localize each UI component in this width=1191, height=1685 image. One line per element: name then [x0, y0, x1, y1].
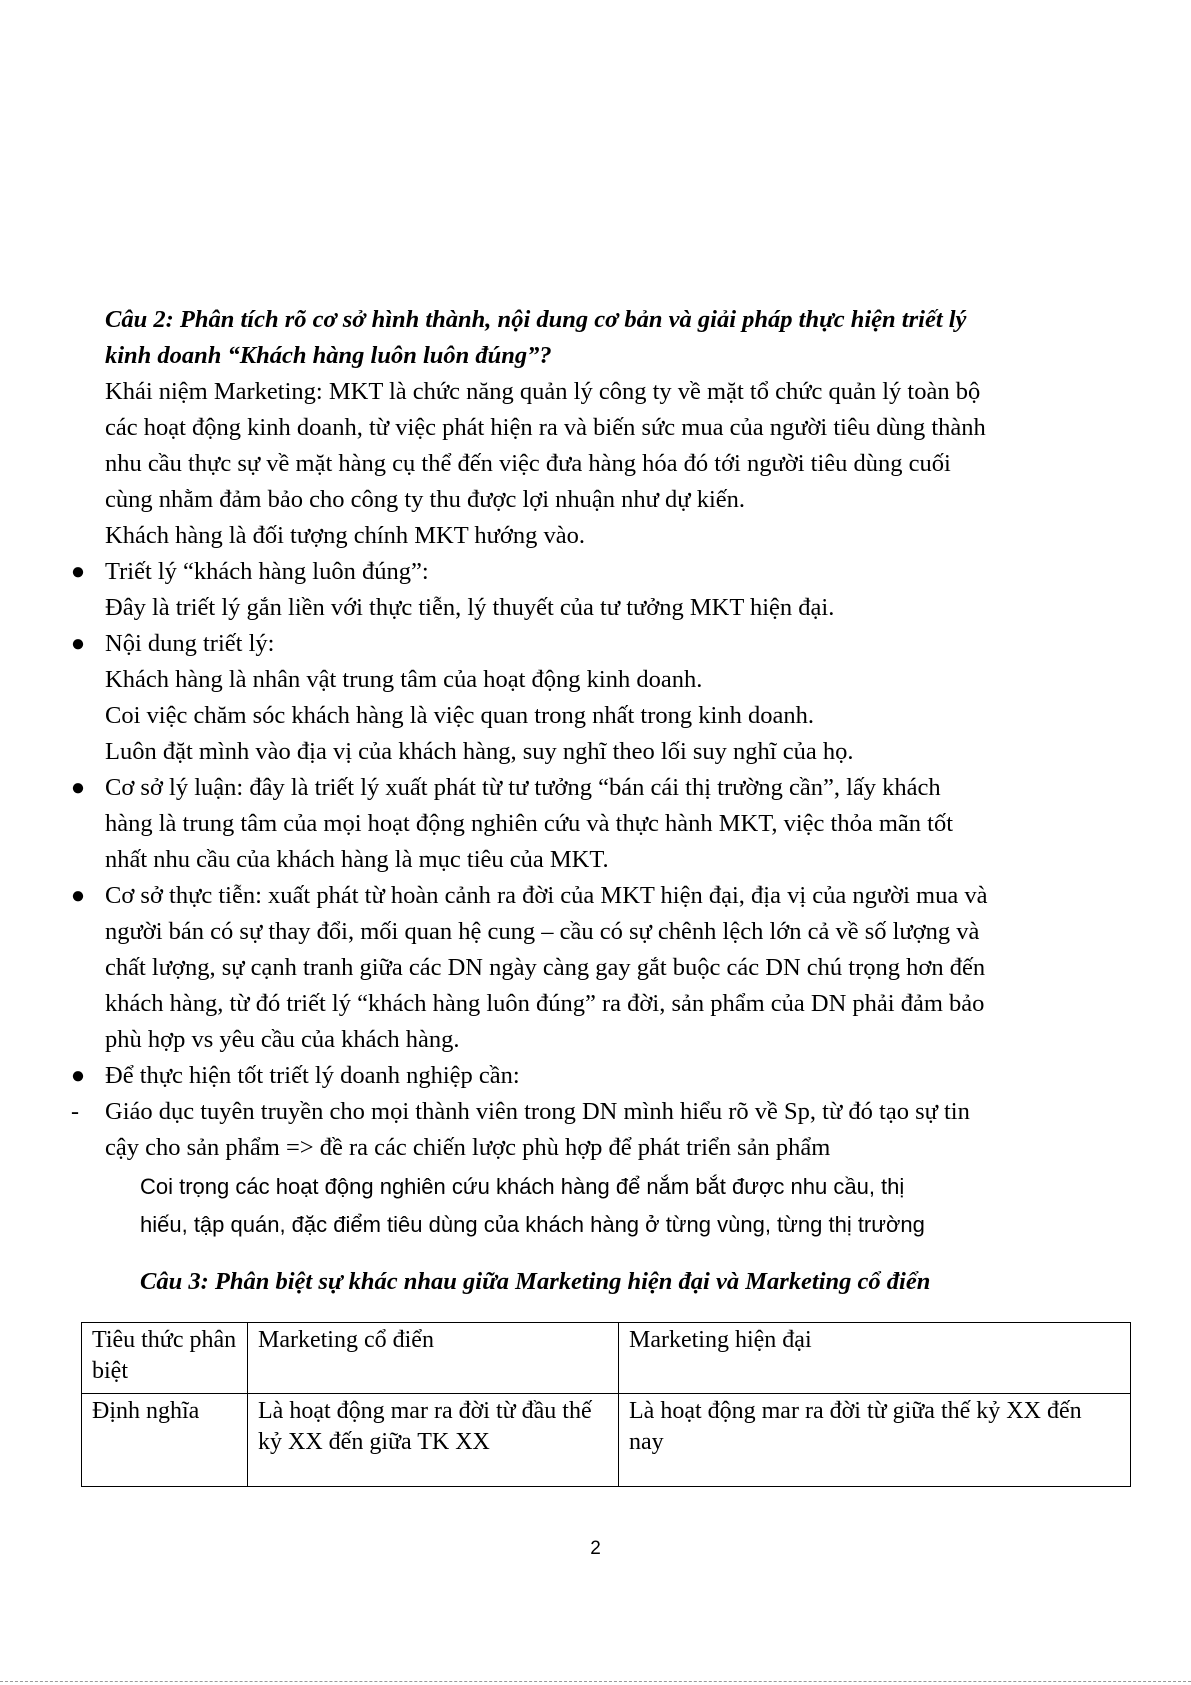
bullet-line: phù hợp vs yêu cầu của khách hàng. [105, 1026, 460, 1053]
bullet-icon: ● [70, 775, 86, 801]
bullet-line: nhất nhu cầu của khách hàng là mục tiêu của MKT. [105, 846, 609, 873]
bullet-theory-basis [70, 770, 1105, 878]
bullet-implementation [70, 1058, 1105, 1094]
dash-icon: - [71, 1099, 79, 1125]
bullet-icon: ● [70, 1063, 86, 1089]
dash-line: cậy cho sản phẩm => đề ra các chiến lược phù hợp để phát triển sản phẩm [105, 1134, 831, 1161]
page-bottom-rule [0, 1681, 1191, 1682]
customer-research-paragraph [140, 1168, 1090, 1244]
bullet-line: Cơ sở thực tiễn: xuất phát từ hoàn cảnh ra đời của MKT hiện đại, địa vị của người mua và [105, 882, 988, 909]
question-2-heading-line-1: Câu 2: Phân tích rõ cơ sở hình thành, nội dung cơ bản và giải pháp thực hiện triết lý [105, 306, 967, 333]
bullet-line: người bán có sự thay đổi, mối quan hệ cung – cầu có sự chênh lệch lớn cả về số lượng và [105, 918, 980, 945]
bullet-practical-basis [70, 878, 1105, 1058]
concept-line: Khách hàng là đối tượng chính MKT hướng vào. [105, 522, 586, 549]
bullet-line: Đây là triết lý gắn liền với thực tiễn, lý thuyết của tư tưởng MKT hiện đại. [105, 594, 835, 621]
dash-item-education [71, 1094, 1105, 1166]
bullet-icon: ● [70, 883, 86, 909]
concept-line: Khái niệm Marketing: MKT là chức năng quản lý công ty về mặt tổ chức quản lý toàn bộ [105, 378, 981, 405]
bullet-line: Coi việc chăm sóc khách hàng là việc quan trong nhất trong kinh doanh. [105, 702, 814, 729]
table-header-row [82, 1323, 1131, 1394]
sans-line: Coi trọng các hoạt động nghiên cứu khách hàng để nắm bắt được nhu cầu, thị [140, 1174, 905, 1199]
table-header-cell: Marketing cổ điển [248, 1323, 619, 1394]
bullet-line: hàng là trung tâm của mọi hoạt động nghiên cứu và thực hành MKT, việc thỏa mãn tốt [105, 810, 954, 837]
bullet-line: Triết lý “khách hàng luôn đúng”: [105, 558, 429, 585]
bullet-line: chất lượng, sự cạnh tranh giữa các DN ngày càng gay gắt buộc các DN chú trọng hơn đến [105, 954, 986, 981]
bullet-philosophy [70, 554, 1105, 626]
table-header-cell: Tiêu thức phân biệt [82, 1323, 248, 1394]
table-cell: Là hoạt động mar ra đời từ đầu thế kỷ XX đến giữa TK XX [248, 1394, 619, 1487]
table-cell: Định nghĩa [82, 1394, 248, 1487]
table-cell: Là hoạt động mar ra đời từ giữa thế kỷ XX đến nay [619, 1394, 1131, 1487]
bullet-line: Cơ sở lý luận: đây là triết lý xuất phát từ tư tưởng “bán cái thị trường cần”, lấy khách [105, 774, 941, 801]
bullet-icon: ● [70, 559, 86, 585]
bullet-line: khách hàng, từ đó triết lý “khách hàng luôn đúng” ra đời, sản phẩm của DN phải đảm bảo [105, 990, 985, 1017]
bullet-content [70, 626, 1105, 770]
question-3-heading: Câu 3: Phân biệt sự khác nhau giữa Marketing hiện đại và Marketing cổ điển [140, 1268, 931, 1295]
bullet-icon: ● [70, 631, 86, 657]
concept-line: các hoạt động kinh doanh, từ việc phát hiện ra và biến sức mua của người tiêu dùng thành [105, 414, 986, 441]
concept-line: cùng nhằm đảm bảo cho công ty thu được lợi nhuận như dự kiến. [105, 486, 746, 513]
question-2-heading-line-2: kinh doanh “Khách hàng luôn luôn đúng”? [105, 342, 552, 369]
concept-line: nhu cầu thực sự về mặt hàng cụ thể đến việc đưa hàng hóa đó tới người tiêu dùng cuối [105, 450, 951, 477]
table-row [82, 1394, 1131, 1487]
question-2-section [70, 302, 1105, 1166]
page-number: 2 [590, 1538, 601, 1559]
dash-line: Giáo dục tuyên truyền cho mọi thành viên trong DN mình hiểu rõ về Sp, từ đó tạo sự tin [105, 1098, 970, 1125]
bullet-line: Để thực hiện tốt triết lý doanh nghiệp cần: [105, 1062, 520, 1089]
comparison-table [81, 1322, 1131, 1487]
bullet-line: Khách hàng là nhân vật trung tâm của hoạt động kinh doanh. [105, 666, 703, 693]
bullet-line: Nội dung triết lý: [105, 630, 275, 657]
bullet-line: Luôn đặt mình vào địa vị của khách hàng, suy nghĩ theo lối suy nghĩ của họ. [105, 738, 854, 765]
table-header-cell: Marketing hiện đại [619, 1323, 1131, 1394]
sans-line: hiếu, tập quán, đặc điểm tiêu dùng của khách hàng ở từng vùng, từng thị trường [140, 1212, 925, 1237]
